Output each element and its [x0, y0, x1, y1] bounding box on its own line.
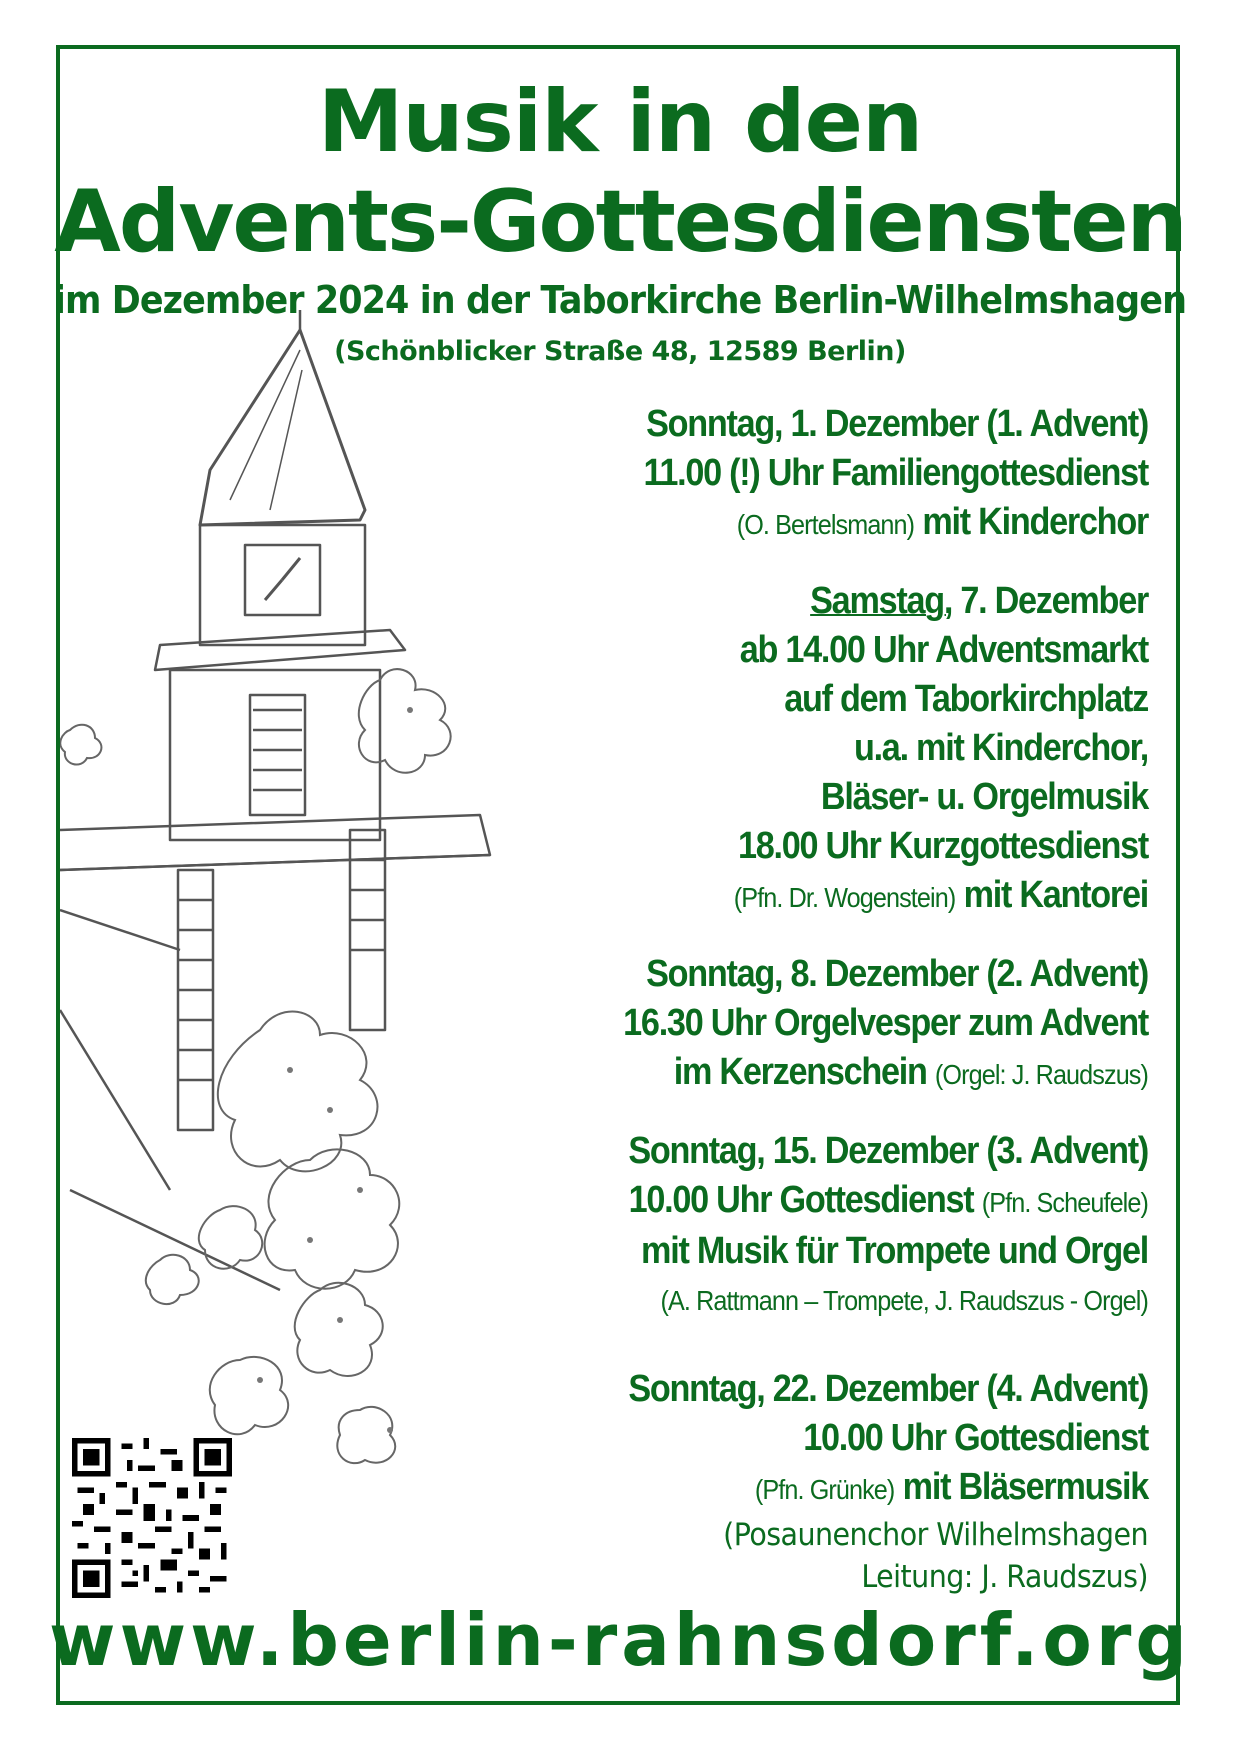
- event-item: [448, 400, 1148, 549]
- event-detail: [518, 871, 1148, 922]
- event-time: 16.30 Uhr Orgelvesper zum Advent: [623, 1002, 1148, 1044]
- event-note: (Pfn. Dr. Wogenstein): [733, 882, 956, 913]
- event-note: (A. Rattmann – Trompete, J. Raudszus - Orgel): [660, 1285, 1148, 1316]
- event-line: u.a. mit Kinderchor,: [853, 727, 1148, 769]
- event-line: im Kerzenschein: [673, 1051, 927, 1093]
- event-day-rest: 7. Dezember: [952, 580, 1148, 622]
- event-detail: [518, 1048, 1148, 1099]
- title-line-2: Advents-Gottesdiensten: [54, 172, 1186, 272]
- address: (Schönblicker Straße 48, 12589 Berlin): [334, 336, 906, 367]
- event-line: ab 14.00 Uhr Adventsmarkt: [739, 629, 1148, 671]
- event-note: (Orgel: J. Raudszus): [934, 1059, 1148, 1090]
- event-time: 11.00 (!) Uhr Familiengottesdienst: [643, 452, 1148, 494]
- event-time: 10.00 Uhr Gottesdienst: [628, 1179, 974, 1221]
- event-extra: mit Kinderchor: [922, 501, 1148, 543]
- event-extra: mit Bläsermusik: [902, 1466, 1148, 1508]
- title-line-1: Musik in den: [317, 72, 923, 172]
- event-note: (Pfn. Grünke): [754, 1474, 895, 1505]
- event-line: auf dem Taborkirchplatz: [784, 678, 1148, 720]
- event-note: (O. Bertelsmann): [736, 509, 915, 540]
- church-tower-sketch: [60, 310, 500, 1590]
- event-line: 18.00 Uhr Kurzgottesdienst: [737, 825, 1148, 867]
- event-day: [518, 577, 1148, 626]
- event-line: Bläser- u. Orgelmusik: [820, 776, 1148, 818]
- website-url[interactable]: www.berlin-rahnsdorf.org: [49, 1598, 1191, 1682]
- event-time-note: (Pfn. Scheufele): [981, 1187, 1148, 1218]
- event-item: [448, 1365, 1148, 1598]
- event-line: mit Musik für Trompete und Orgel: [641, 1230, 1148, 1272]
- qr-code-icon: [72, 1438, 232, 1598]
- event-time-row: [518, 1176, 1148, 1227]
- event-day-underlined: Samstag,: [810, 580, 953, 622]
- subtitle: im Dezember 2024 in der Taborkirche Berlin-Wilhelmshagen: [53, 278, 1187, 322]
- event-extra: mit Kantorei: [963, 874, 1148, 916]
- event-detail: [518, 498, 1148, 549]
- event-day: Sonntag, 8. Dezember (2. Advent): [646, 953, 1148, 995]
- event-list: [448, 400, 1148, 1626]
- event-day: Sonntag, 1. Dezember (1. Advent): [646, 403, 1148, 445]
- event-time: 10.00 Uhr Gottesdienst: [803, 1417, 1148, 1459]
- event-detail: [518, 1463, 1148, 1514]
- event-item: [448, 950, 1148, 1099]
- event-line: (Posaunenchor Wilhelmshagen: [723, 1517, 1148, 1553]
- event-item: [448, 1127, 1148, 1325]
- event-item: [448, 577, 1148, 922]
- event-day: Sonntag, 22. Dezember (4. Advent): [628, 1368, 1148, 1410]
- event-line: Leitung: J. Raudszus): [861, 1559, 1148, 1595]
- event-day: Sonntag, 15. Dezember (3. Advent): [628, 1130, 1148, 1172]
